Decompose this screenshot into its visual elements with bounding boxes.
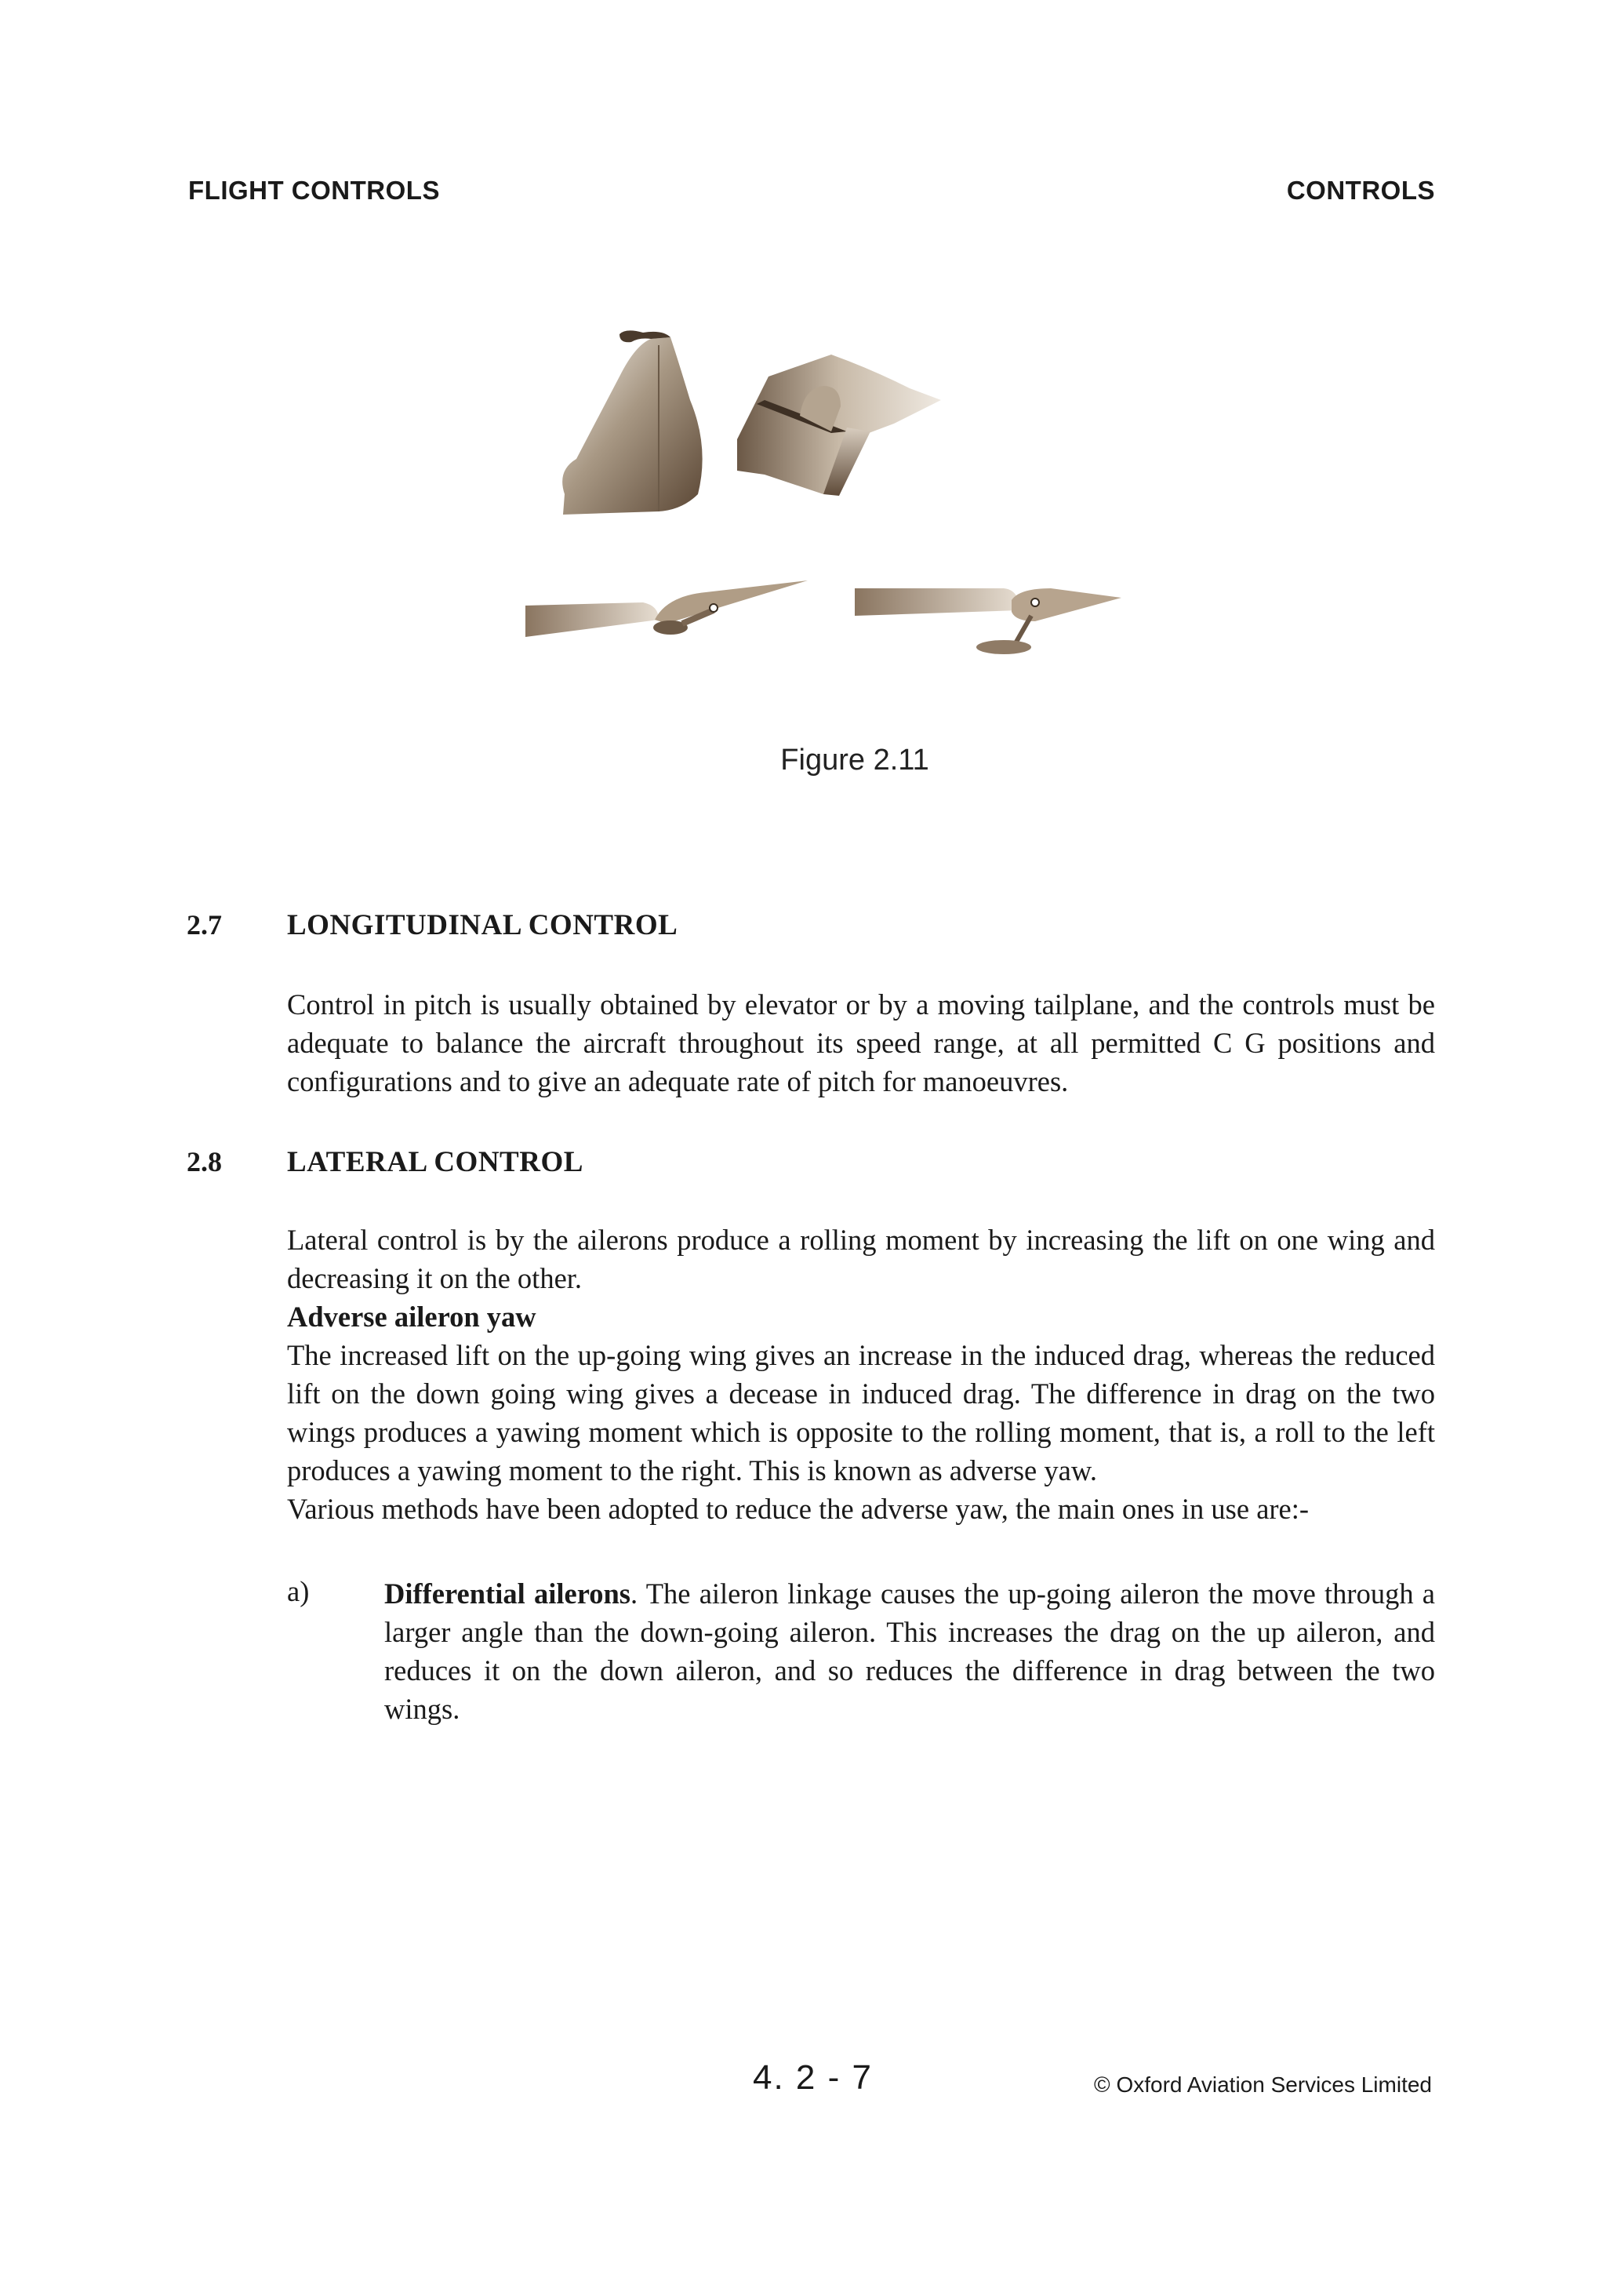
body-intro: Lateral control is by the ailerons produce a rolling moment by increasing the lift on one wing and decreasing it on the other. (287, 1224, 1435, 1294)
page-number: 4. 2 - 7 (753, 2058, 873, 2097)
figure-caption: Figure 2.11 (780, 744, 929, 777)
section-number: 2.7 (187, 909, 222, 941)
section-title: LATERAL CONTROL (287, 1146, 583, 1178)
body-main: The increased lift on the up-going wing gives an increase in the induced drag, whereas the reduced lift on the down going wing gives a decease in induced drag. The difference in drag on the two wings produces a yawing moment which is opposite to the rolling moment, that is, a roll to the left produces a yawing moment to the right. This is known as adverse yaw. (287, 1339, 1435, 1486)
copyright-notice: © Oxford Aviation Services Limited (1094, 2072, 1432, 2097)
list-item-text: . The aileron linkage causes the up-going aileron the move through a larger angle than the down-going aileron. This increases the drag on the up aileron, and reduces it on the down aileron, and so reduces the difference in drag between the two wings. (384, 1577, 1436, 1725)
body-methods: Various methods have been adopted to reduce the adverse yaw, the main ones in use are:- (287, 1493, 1310, 1525)
mass-balance-section-right (855, 588, 1121, 654)
mass-balance-section-left (525, 580, 808, 637)
list-item-label: a) (287, 1575, 310, 1607)
figure-2-11-illustration (502, 314, 1208, 722)
section-number: 2.8 (187, 1146, 222, 1177)
inset-hinge-tailplane (737, 355, 941, 496)
subheading: Adverse aileron yaw (287, 1301, 536, 1333)
section-body: Control in pitch is usually obtained by elevator or by a moving tailplane, and the controls must be adequate to balance the aircraft throughout its speed range, at all permitted C G positions and configurations and to give an adequate rate of pitch for manoeuvres. (287, 988, 1435, 1097)
section-title: LONGITUDINAL CONTROL (287, 909, 678, 941)
list-item (384, 1574, 1435, 1728)
list-item-lead: Differential ailerons (384, 1577, 631, 1610)
section-body (287, 1221, 1435, 1528)
horn-balance-fin (562, 330, 702, 515)
running-header-right: CONTROLS (1286, 176, 1435, 205)
running-header-left: FLIGHT CONTROLS (188, 176, 440, 205)
